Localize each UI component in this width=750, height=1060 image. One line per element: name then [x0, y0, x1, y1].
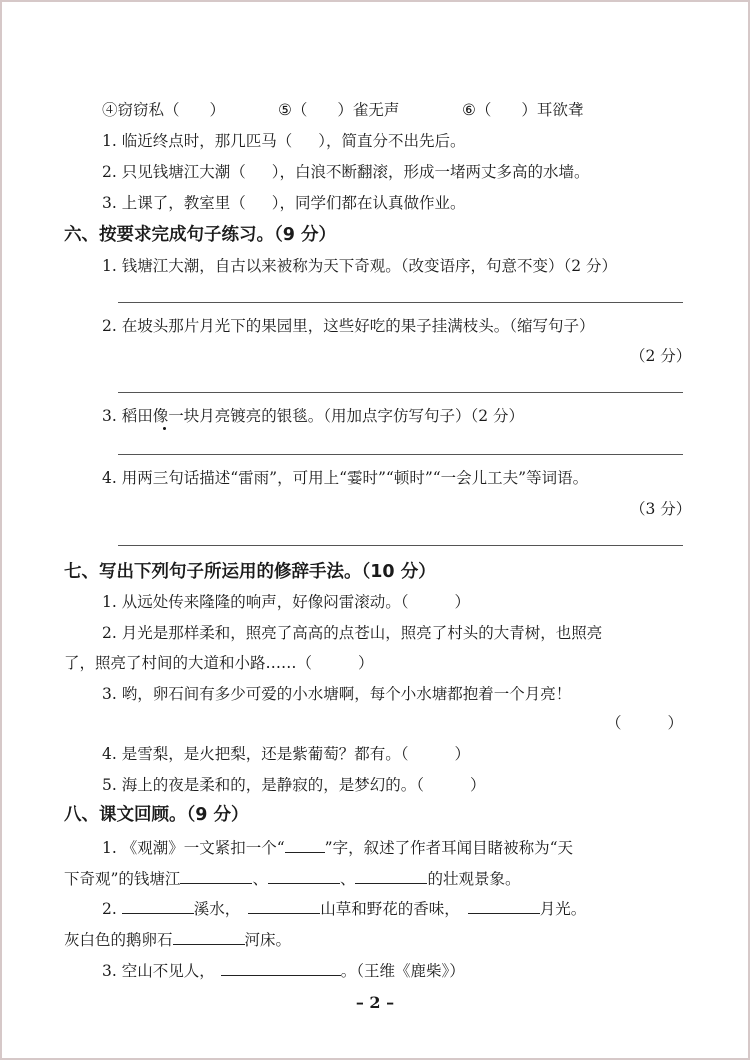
s7-item-1-close: ） [454, 593, 470, 611]
s7-item-1-text: 1. 从远处传来隆隆的响声，好像闷雷滚动。（ [102, 593, 409, 611]
s6-item-4-score: （3 分） [630, 500, 692, 518]
s6-answer-line-1[interactable] [118, 302, 683, 303]
s7-item-5-text: 5. 海上的夜是柔和的，是静寂的，是梦幻的。（ [102, 776, 424, 794]
s7-item-4-close: ） [454, 745, 470, 763]
s6-answer-line-3[interactable] [118, 454, 683, 455]
fill-item-1 [102, 131, 465, 151]
s7-item-3: 3. 哟，卵石间有多少可爱的小水塘啊，每个小水塘都抱着一个月亮！ [102, 685, 572, 703]
page-number: – 2 – [355, 993, 395, 1012]
fill-item-2 [102, 162, 589, 182]
section-8-heading: 八、课文回顾。（9 分） [64, 805, 249, 825]
idiom-4-close: ） [209, 101, 226, 119]
s6-item-4: 4. 用两三句话描述“雷雨”，可用上“霎时”“顿时”“一会儿工夫”等词语。 [102, 469, 589, 487]
s8-item-1-blank-2[interactable] [180, 867, 252, 884]
s8-item-3-text-a: 3. 空山不见人， [102, 962, 215, 980]
s7-item-2: 2. 月光是那样柔和，照亮了高高的点苍山，照亮了村头的大青树，也照亮 [102, 624, 603, 642]
section-6-heading: 六、按要求完成句子练习。（9 分） [64, 225, 337, 245]
s7-item-5-close: ） [469, 776, 486, 794]
s8-item-1 [102, 836, 573, 856]
s8-item-2 [102, 897, 586, 917]
s6-answer-line-4[interactable] [118, 545, 683, 546]
s8-item-2-blank-1[interactable] [122, 897, 194, 914]
s8-item-2-num: 2. [102, 900, 117, 918]
s6-item-2: 2. 在坡头那片月光下的果园里，这些好吃的果子挂满枝头。（缩写句子） [102, 317, 595, 335]
s6-item-2-score: （2 分） [630, 347, 692, 365]
s7-item-4-text: 4. 是雪梨，是火把梨，还是紫葡萄？都有。（ [102, 745, 409, 763]
s8-item-1-blank-3[interactable] [268, 867, 340, 884]
s8-item-1-cont [64, 867, 520, 887]
fill-item-3 [102, 193, 465, 213]
s8-item-2-text-d: 月光。 [539, 900, 587, 918]
s7-item-3-answer [606, 713, 683, 733]
idiom-6 [462, 100, 583, 120]
s8-item-3-text-b: 。（王维《鹿柴》） [340, 962, 465, 980]
s7-item-2-cont-text: 了，照亮了村间的大道和小路……（ [64, 654, 313, 672]
s8-item-1-blank-1[interactable] [285, 836, 325, 853]
idiom-6-open: ⑥（ [462, 101, 492, 119]
idiom-4-text: ④窃窃私（ [102, 101, 180, 119]
emphasis-dot [163, 427, 166, 430]
s7-item-5 [102, 775, 485, 795]
s8-item-1-sep-1: 、 [252, 870, 268, 888]
s6-answer-line-2[interactable] [118, 392, 683, 393]
s8-item-3 [102, 959, 465, 979]
s7-item-3-close: ） [667, 714, 684, 732]
s8-item-3-blank[interactable] [221, 959, 341, 976]
s8-item-1-text-d: 的壮观景象。 [427, 870, 521, 888]
s8-item-2-text-e: 灰白色的鹅卵石 [64, 931, 173, 949]
fill-item-2-rest: ），白浪不断翻滚，形成一堵两丈多高的水墙。 [271, 163, 590, 181]
fill-item-3-text: 3. 上课了，教室里（ [102, 194, 246, 212]
s7-item-2-close: ） [358, 654, 374, 672]
s8-item-2-blank-2[interactable] [248, 897, 320, 914]
s6-item-1: 1. 钱塘江大潮，自古以来被称为天下奇观。（改变语序，句意不变）（2 分） [102, 257, 618, 275]
fill-item-1-text: 1. 临近终点时，那几匹马（ [102, 132, 293, 150]
idiom-5-open: ⑤（ [278, 101, 308, 119]
s8-item-1-text-a: 1. 《观潮》一文紧扣一个“ [102, 839, 285, 857]
s7-item-2-cont [64, 653, 374, 673]
s7-item-4 [102, 744, 470, 764]
s7-item-1 [102, 592, 470, 612]
s8-item-2-text-b: 溪水， [193, 900, 241, 918]
s7-item-3-open: （ [606, 714, 622, 732]
idiom-6-text: ）耳欲聋 [521, 101, 584, 119]
s8-item-1-text-c: 下奇观”的钱塘江 [64, 870, 181, 888]
s8-item-1-sep-2: 、 [339, 870, 356, 888]
s8-item-2-cont [64, 928, 291, 948]
s8-item-2-blank-4[interactable] [173, 928, 245, 945]
s6-item-3: 3. 稻田像一块月亮镀亮的银毯。（用加点字仿写句子）（2 分） [102, 407, 525, 425]
fill-item-1-rest: ），简直分不出先后。 [318, 132, 466, 150]
s8-item-1-blank-4[interactable] [355, 867, 427, 884]
s8-item-1-text-b: ”字，叙述了作者耳闻目睹被称为“天 [324, 839, 573, 857]
idiom-5-text: ）雀无声 [337, 101, 400, 119]
fill-item-3-rest: ），同学们都在认真做作业。 [271, 194, 466, 212]
idiom-5 [278, 100, 399, 120]
s8-item-2-blank-3[interactable] [468, 897, 540, 914]
fill-item-2-text: 2. 只见钱塘江大潮（ [102, 163, 246, 181]
s8-item-2-text-f: 河床。 [244, 931, 292, 949]
s8-item-2-text-c: 山草和野花的香味， [320, 900, 460, 918]
idiom-4 [102, 100, 225, 120]
section-7-heading: 七、写出下列句子所运用的修辞手法。（10 分） [64, 562, 436, 582]
